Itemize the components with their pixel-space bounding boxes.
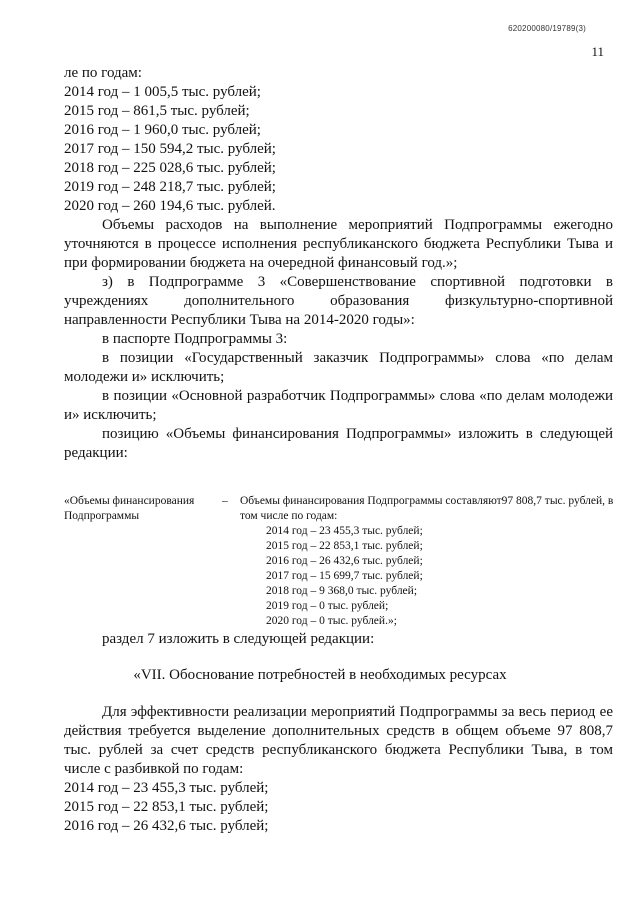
section-title: «VII. Обоснование потребностей в необходимых ресурсах [133, 667, 507, 683]
year-line: 2019 год – 248 218,7 тыс. рублей; [64, 179, 276, 195]
year-line: 2015 год – 22 853,1 тыс. рублей; [64, 799, 269, 815]
paragraph: раздел 7 изложить в следующей редакции: [102, 631, 375, 647]
table-lead: Объемы финансирования Подпрограммы составляют97 808,7 тыс. рублей, в том числе по годам: [240, 495, 614, 522]
table-left-cell: «Объемы финансирования Подпрограммы [64, 495, 195, 522]
year-line: 2016 год – 26 432,6 тыс. рублей; [64, 818, 269, 834]
text-block-middle [64, 630, 613, 649]
paragraph: в паспорте Подпрограммы 3: [102, 331, 288, 347]
paragraph: в позиции «Основной разработчик Подпрограммы» слова «по делам молодежи и» исключить; [64, 388, 613, 423]
table-year-line: 2017 год – 15 699,7 тыс. рублей; [266, 570, 423, 582]
year-line: 2014 год – 1 005,5 тыс. рублей; [64, 84, 261, 100]
year-line: 2018 год – 225 028,6 тыс. рублей; [64, 160, 276, 176]
year-line: 2017 год – 150 594,2 тыс. рублей; [64, 141, 276, 157]
paragraph: Для эффективности реализации мероприятий Подпрограммы за весь период ее действия требуется выделение дополнительных средств в общем объеме 97 808,7 тыс. рублей за счет средств республиканского бюджета Республики Тыва, в том числе с разбивкой по годам: [64, 704, 613, 777]
table-right-cell [240, 494, 616, 629]
text-block-bottom [64, 703, 613, 836]
year-line: 2016 год – 1 960,0 тыс. рублей; [64, 122, 261, 138]
table-year-line: 2016 год – 26 432,6 тыс. рублей; [266, 555, 423, 567]
paragraph: Объемы расходов на выполнение мероприятий Подпрограммы ежегодно уточняются в процессе исполнения республиканского бюджета Республики Тыва и при формировании бюджета на очередной финансовый год.»; [64, 217, 613, 271]
table-year-line: 2020 год – 0 тыс. рублей.»; [266, 615, 397, 627]
table-year-line: 2014 год – 23 455,3 тыс. рублей; [266, 525, 423, 537]
text-block-top [64, 64, 613, 463]
paragraph-lead: ле по годам: [64, 65, 142, 81]
page-number: 11 [591, 44, 604, 59]
table-dash: – [222, 495, 228, 507]
document-code: 620200080/19789(3) [508, 24, 586, 33]
paragraph: позицию «Объемы финансирования Подпрограммы» изложить в следующей редакции: [64, 426, 613, 461]
table-year-line: 2015 год – 22 853,1 тыс. рублей; [266, 540, 423, 552]
table-year-line: 2019 год – 0 тыс. рублей; [266, 600, 389, 612]
paragraph: в позиции «Государственный заказчик Подпрограммы» слова «по делам молодежи и» исключить; [64, 350, 613, 385]
year-line: 2020 год – 260 194,6 тыс. рублей. [64, 198, 276, 214]
paragraph: з) в Подпрограмме 3 «Совершенствование спортивной подготовки в учреждениях дополнительного образования физкультурно-спортивной направленности Республики Тыва на 2014-2020 годы»: [64, 274, 613, 328]
table-year-line: 2018 год – 9 368,0 тыс. рублей; [266, 585, 418, 597]
year-line: 2015 год – 861,5 тыс. рублей; [64, 103, 250, 119]
year-line: 2014 год – 23 455,3 тыс. рублей; [64, 780, 269, 796]
